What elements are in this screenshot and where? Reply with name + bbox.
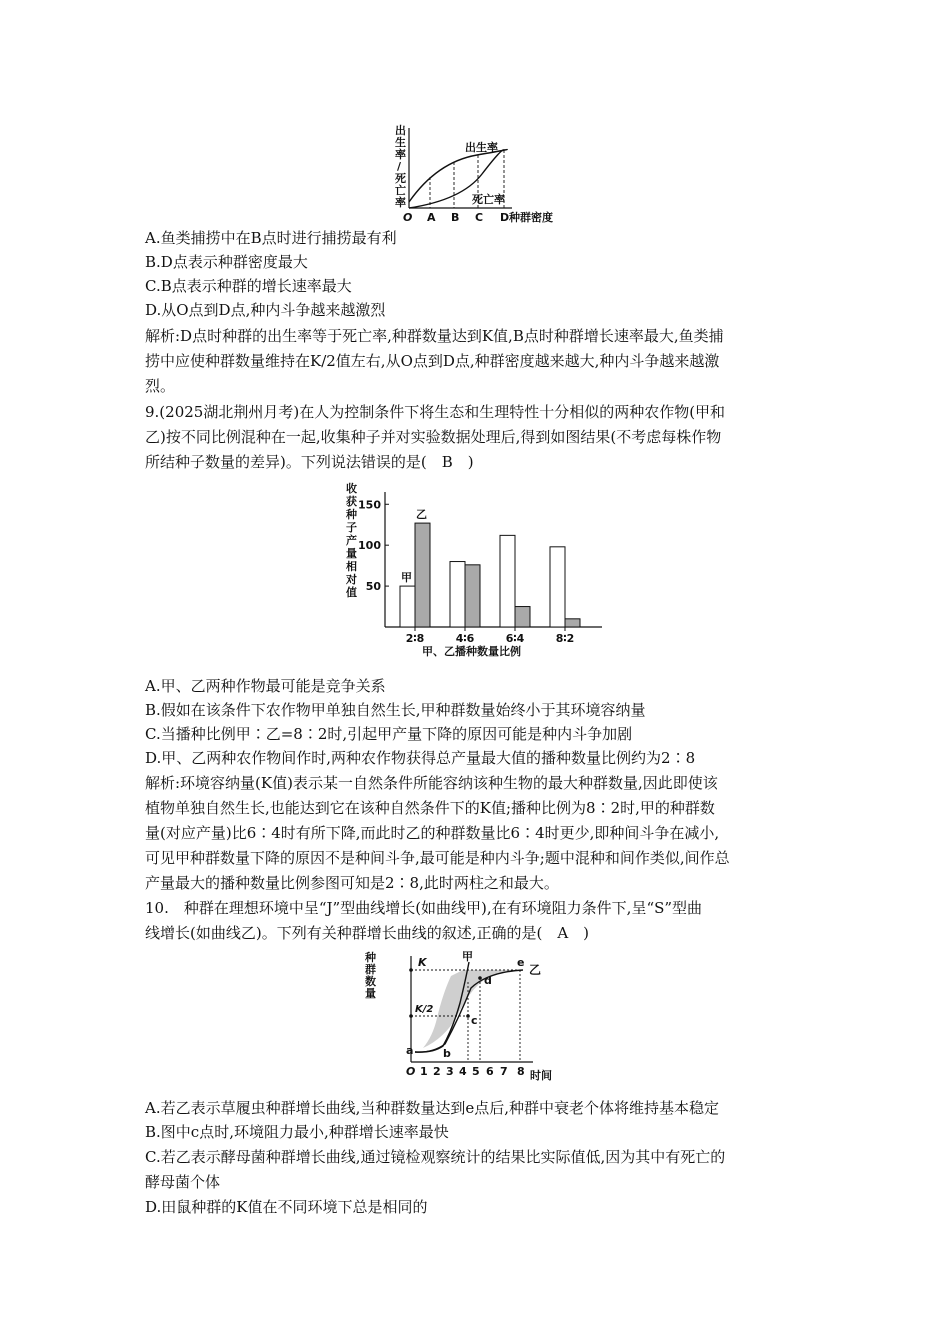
y-label-char: 量	[346, 547, 357, 560]
tick-8: 8	[517, 1065, 525, 1078]
q9-analysis-line: 解析:环境容纳量(K值)表示某一自然条件所能容纳该种生物的最大种群数量,因此即使该	[145, 774, 718, 792]
y-tick-label: 150	[358, 498, 381, 512]
y-tick-label: 100	[358, 539, 381, 553]
q8-option-b: B.D点表示种群密度最大	[145, 253, 308, 271]
y-label-char: 相	[346, 560, 357, 573]
point-e: e	[517, 956, 525, 969]
bar-jia	[550, 547, 565, 627]
birth-death-rate-figure	[392, 122, 592, 224]
y-label-char: 群	[365, 963, 376, 976]
point-c: c	[471, 1014, 478, 1027]
y-label-char: 生	[395, 136, 406, 149]
q10-option-a: A.若乙表示草履虫种群增长曲线,当种群数量达到e点后,种群中衰老个体将维持基本稳定	[145, 1099, 720, 1117]
q9-analysis-line: 产量最大的播种数量比例参图可知是2∶8,此时两柱之和最大。	[145, 874, 559, 892]
population-growth-figure	[363, 948, 583, 1088]
y-label-char: 死	[395, 172, 406, 185]
tick-3: 3	[446, 1065, 454, 1078]
point-a: a	[406, 1044, 414, 1057]
y-label-char: 种	[365, 951, 376, 964]
q9-stem-line: 所结种子数量的差异)。下列说法错误的是( B )	[145, 453, 474, 471]
curve-jia-label: 甲	[462, 950, 473, 963]
x-tick-label: 2∶8	[405, 632, 425, 645]
x-axis-label: 甲、乙播种数量比例	[422, 645, 521, 658]
series-label-yi: 乙	[416, 508, 427, 522]
q9-analysis-line: 植物单独自然生长,也能达到它在该种自然条件下的K值;播种比例为8∶2时,甲的种群数	[145, 799, 715, 817]
environmental-resistance-shading	[423, 970, 520, 1048]
y-label-char: 数	[365, 975, 376, 988]
tick-6: 6	[486, 1065, 494, 1078]
q10-option-c-cont: 酵母菌个体	[145, 1173, 221, 1191]
x-tick-label: 4∶6	[455, 632, 475, 645]
x-tick-label: 8∶2	[555, 632, 575, 645]
tick-7: 7	[500, 1065, 508, 1078]
point-c-dot	[466, 1014, 470, 1018]
bar-yi	[415, 523, 430, 627]
q8-analysis-line: 捞中应使种群数量维持在K/2值左右,从O点到D点,种群密度越来越大,种内斗争越来越激	[145, 352, 720, 370]
q9-option-b: B.假如在该条件下农作物甲单独自然生长,甲种群数量始终小于其环境容纳量	[145, 701, 646, 719]
q10-option-c: C.若乙表示酵母菌种群增长曲线,通过镜检观察统计的结果比实际值低,因为其中有死亡的	[145, 1148, 726, 1166]
q10-stem-line: 10. 种群在理想环境中呈“J”型曲线增长(如曲线甲),在有环境阻力条件下,呈“S”型曲	[145, 899, 703, 917]
q9-option-c: C.当播种比例甲∶乙=8∶2时,引起甲产量下降的原因可能是种内斗争加剧	[145, 725, 633, 743]
q9-stem-line: 9.(2025湖北荆州月考)在人为控制条件下将生态和生理特性十分相似的两种农作物(甲和	[145, 403, 726, 421]
tick-1: 1	[420, 1065, 428, 1078]
y-label-char: 子	[346, 521, 357, 534]
death-rate-label: 死亡率	[472, 193, 505, 206]
y-label-char: 产	[346, 534, 357, 547]
y-label-char: 对	[346, 573, 357, 586]
q9-analysis-line: 可见甲种群数量下降的原因不是种间斗争,最可能是种内斗争;题中混种和间作类似,间作总	[145, 849, 730, 867]
q9-option-a: A.甲、乙两种作物最可能是竞争关系	[145, 677, 386, 695]
point-d-dot	[478, 976, 482, 980]
point-b: b	[443, 1047, 451, 1060]
q9-stem-line: 乙)按不同比例混种在一起,收集种子并对实验数据处理后,得到如图结果(不考虑每株作物	[145, 428, 722, 446]
y-label-char: 收	[346, 482, 357, 495]
bar-jia	[450, 562, 465, 627]
tick-o: O	[406, 1065, 416, 1078]
y-label-char: 量	[365, 987, 376, 1000]
y-label-char: 率	[395, 196, 406, 209]
k-label: K	[418, 956, 427, 969]
tick-c: C	[475, 211, 484, 224]
q10-stem-line: 线增长(如曲线乙)。下列有关种群增长曲线的叙述,正确的是( A )	[145, 924, 590, 942]
tick-5: 5	[472, 1065, 480, 1078]
q9-analysis-line: 量(对应产量)比6∶4时有所下降,而此时乙的种群数量比6∶4时更少,即种间斗争在减小,	[145, 824, 720, 842]
bar-jia	[400, 586, 415, 627]
series-label-jia: 甲	[401, 571, 412, 585]
k-dot	[409, 968, 413, 972]
y-label-char: 出	[395, 124, 406, 137]
point-d: d	[484, 974, 492, 987]
tick-o: O	[403, 211, 413, 224]
tick-2: 2	[433, 1065, 441, 1078]
q8-analysis-line: 烈。	[145, 377, 176, 395]
bar-yi	[515, 607, 530, 627]
x-axis-label: 时间	[530, 1069, 552, 1082]
tick-d: D	[500, 211, 510, 224]
y-label-char: 获	[346, 495, 357, 508]
tick-4: 4	[459, 1065, 467, 1078]
curve-yi-label: 乙	[529, 963, 542, 977]
q8-option-d: D.从O点到D点,种内斗争越来越激烈	[145, 301, 386, 319]
birth-rate-label: 出生率	[465, 141, 498, 154]
q8-analysis-line: 解析:D点时种群的出生率等于死亡率,种群数量达到K值,B点时种群增长速率最大,鱼类捕	[145, 327, 724, 345]
q8-option-c: C.B点表示种群的增长速率最大	[145, 277, 352, 295]
tick-b: B	[451, 211, 460, 224]
y-label-char: 值	[346, 586, 357, 599]
x-axis-label: 种群密度	[509, 211, 553, 224]
k2-dot	[409, 1014, 413, 1018]
y-label-char: 率	[395, 148, 406, 161]
y-label-char: /	[397, 160, 402, 173]
q10-option-d: D.田鼠种群的K值在不同环境下总是相同的	[145, 1198, 428, 1216]
q8-option-a: A.鱼类捕捞中在B点时进行捕捞最有利	[145, 229, 397, 247]
bar-jia	[500, 535, 515, 627]
bar-yi	[565, 619, 580, 627]
bar-yi	[465, 565, 480, 627]
seed-yield-bar-chart	[340, 480, 620, 660]
q10-option-b: B.图中c点时,环境阻力最小,种群增长速率最快	[145, 1123, 449, 1141]
q9-option-d: D.甲、乙两种农作物间作时,两种农作物获得总产量最大值的播种数量比例约为2∶8	[145, 749, 696, 767]
y-label-char: 种	[346, 508, 357, 521]
k2-label: K/2	[415, 1004, 434, 1015]
y-label-char: 亡	[395, 184, 406, 197]
tick-a: A	[427, 211, 436, 224]
x-tick-label: 6∶4	[505, 632, 525, 645]
y-tick-label: 50	[365, 580, 381, 594]
